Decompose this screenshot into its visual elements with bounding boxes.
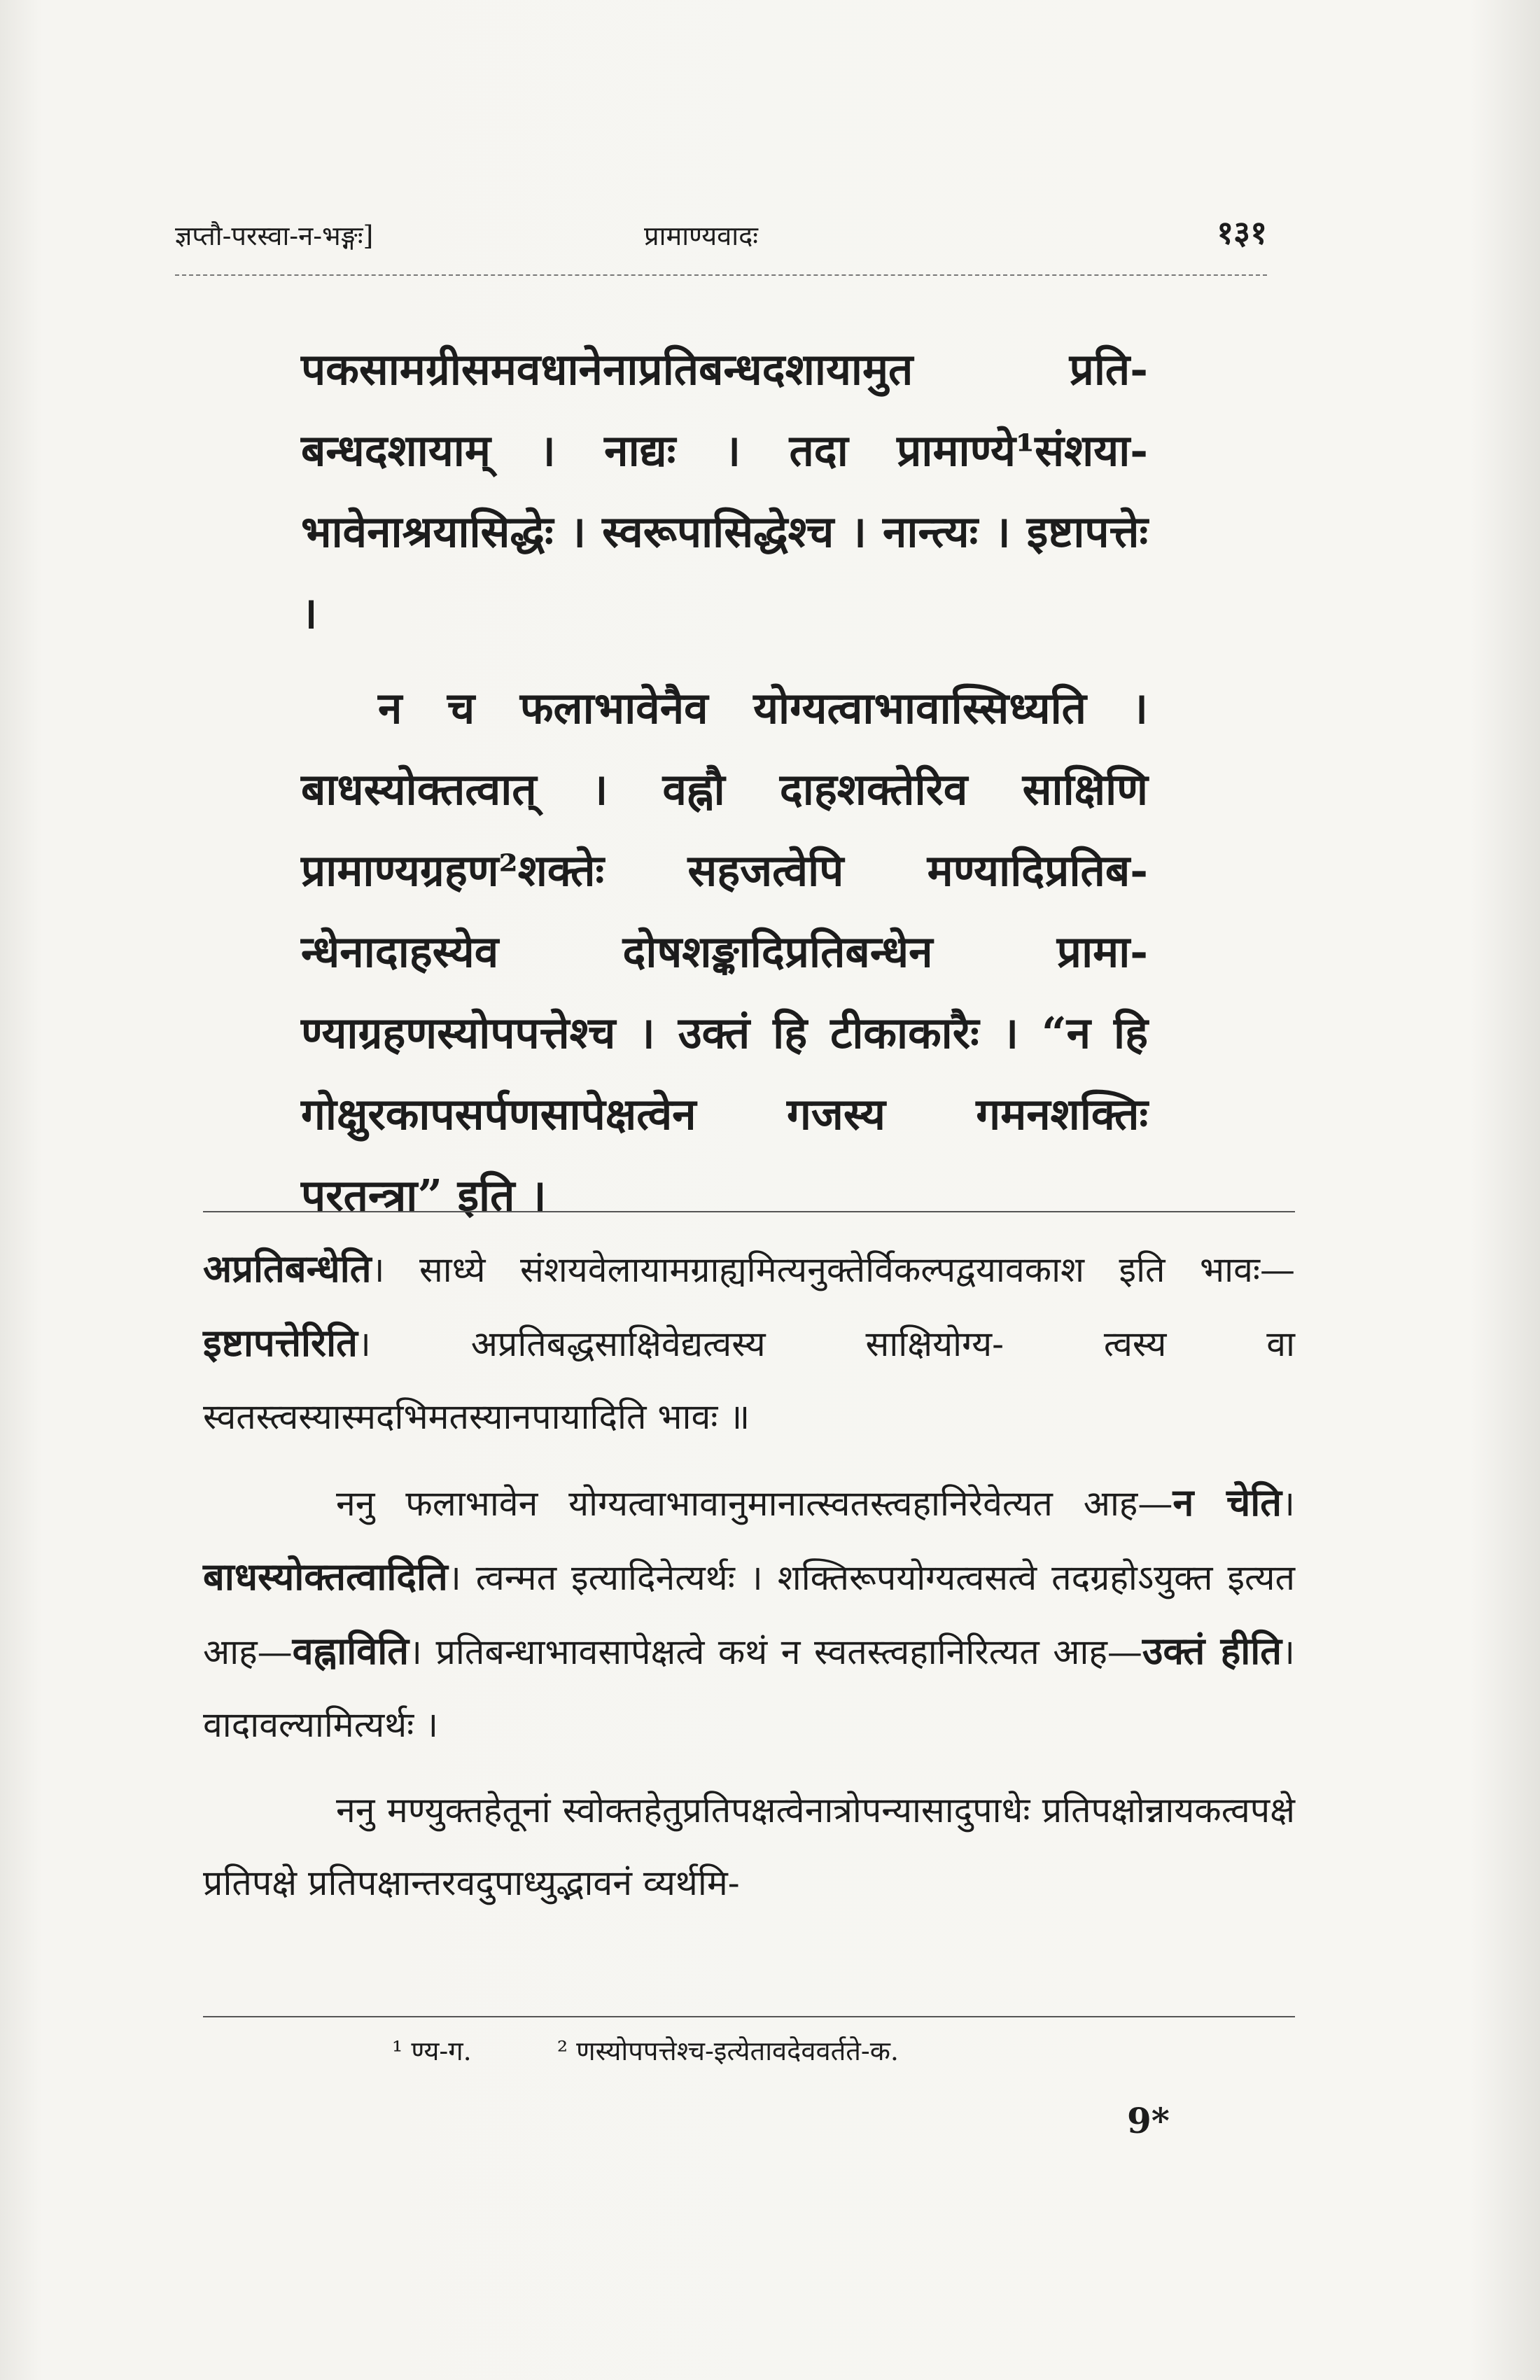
commentary-text-span: । साध्ये संशयवेलायामग्राह्यमित्यनुक्तेर्विकल्पद्वयावकाश इति भावः—	[371, 1250, 1295, 1290]
lemma: बाधस्योक्तत्वादिति	[203, 1554, 448, 1599]
header-left: ज्ञप्तौ-परस्वा-न-भङ्गः]	[175, 220, 374, 251]
signature-mark: 9*	[1127, 2100, 1170, 2141]
lemma: उक्तं हीति	[1142, 1628, 1282, 1673]
footnote-divider	[203, 2016, 1295, 2017]
commentary-paragraph-3: ननु मण्युक्तहेतूनां स्वोक्तहेतुप्रतिपक्षत्वेनात्रोपन्यासादुपाधेः प्रतिपक्षोन्नायकत्वपक्षे प्रतिपक्षे प्रतिपक्षान्तरवदुपाध्युद्भावनं व्यर्थमि-	[203, 1790, 1295, 1903]
running-header	[175, 210, 1267, 266]
main-paragraph-2: न च फलाभावेनैव योग्यत्वाभावास्सिध्यति । बाधस्योक्तत्वात् । वह्नौ दाहशक्तेरिव साक्षिणि प्रामाण्यग्रहण²शक्तेः सहजत्वेपि मण्यादिप्रतिब- न्धेनादाहस्येव दोषशङ्कादिप्रतिबन्धेन प्रामा- ण्याग्रहणस्योपपत्तेश्च । उक्तं हि टीकाकारैः । “न हि गोक्षुरकापसर्पणसापेक्षत्वेन गजस्य गमनशक्तिः परतन्त्रा” इति ।	[301, 682, 1148, 1221]
commentary-paragraph-2	[203, 1466, 1295, 1761]
commentary-text-span: । अप्रतिबद्धसाक्षिवेद्यत्वस्य साक्षियोग्य- त्वस्य वा स्वतस्त्वस्यास्मदभिमतस्यानपायादिति भावः ॥	[203, 1324, 1295, 1437]
main-text	[301, 329, 1148, 1236]
commentary-text-span: ननु फलाभावेन योग्यत्वाभावानुमानात्स्वतस्त्वहानिरेवेत्यत आह—	[336, 1483, 1173, 1524]
lemma: इष्टापत्तेरिति	[203, 1320, 358, 1365]
commentary-text	[203, 1232, 1295, 1919]
commentary-text-span: । वादावल्यामित्यर्थः ।	[203, 1632, 1295, 1745]
footnote-1: ¹ ण्य-ग.	[392, 2036, 472, 2066]
lemma: वह्नाविति	[292, 1628, 410, 1673]
page-number: १३१	[1217, 214, 1267, 251]
commentary-paragraph-1	[203, 1232, 1295, 1453]
lemma: अप्रतिबन्धेति	[203, 1246, 372, 1291]
commentary-text-span: । प्रतिबन्धाभावसापेक्षत्वे कथं न स्वतस्त्वहानिरित्यत आह—	[409, 1632, 1142, 1672]
header-rule	[175, 274, 1267, 276]
header-title: प्रामाण्यवादः	[644, 220, 758, 251]
commentary-divider	[203, 1211, 1295, 1212]
commentary-text-span: ।	[1282, 1483, 1295, 1524]
footnote-2: ² णस्योपपत्तेश्च-इत्येतावदेववर्तते-क.	[556, 2036, 899, 2066]
footnotes	[392, 2030, 1302, 2072]
commentary-text-span: । त्वन्मत इत्यादिनेत्यर्थः । शक्तिरूपयोग्यत्वसत्वे तदग्रहोऽयुक्त इत्यत आह—	[203, 1558, 1295, 1672]
lemma: न चेति	[1172, 1480, 1282, 1525]
main-paragraph-1: पकसामग्रीसमवधानेनाप्रतिबन्धदशायामुत प्रति- बन्धदशायाम् । नाद्यः । तदा प्रामाण्ये¹संशया- भावेनाश्रयासिद्धेः । स्वरूपासिद्धेश्च । नान्त्यः । इष्टापत्तेः ।	[301, 344, 1148, 638]
